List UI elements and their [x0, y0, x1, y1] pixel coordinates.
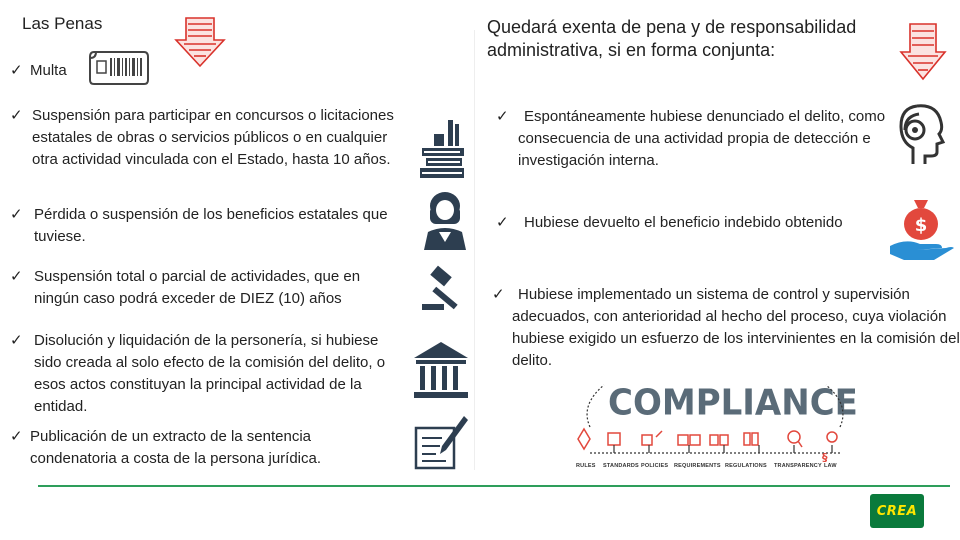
compliance-label: TRANSPARENCY — [774, 463, 822, 469]
gavel-icon — [418, 264, 468, 314]
list-item: Suspensión para participar en concursos o licitaciones estatales de obras o servicios públicos o en cualquier otra actividad vinculada con el Estado, hasta 10 años. — [32, 107, 394, 168]
footer-divider — [38, 485, 950, 487]
list-item: Suspensión total o parcial de actividades, que en ningún caso podrá exceder de DIEZ (10) años — [34, 268, 361, 307]
crea-logo: CREA — [870, 494, 924, 528]
compliance-label: REQUIREMENTS — [674, 463, 721, 469]
judge-icon — [420, 190, 470, 252]
compliance-label: LAW — [824, 463, 837, 469]
barcode-ticket-icon — [88, 46, 150, 88]
list-item: Pérdida o suspensión de los beneficios estatales que tuviese. — [34, 206, 388, 245]
compliance-label: POLICIES — [641, 463, 669, 469]
compliance-label: RULES — [576, 463, 596, 469]
document-pen-icon — [412, 414, 470, 470]
left-title: Las Penas — [22, 14, 103, 33]
compliance-graphic — [574, 375, 858, 475]
check-icon: ✓ — [10, 268, 23, 285]
column-separator — [474, 30, 475, 470]
headset-support-icon — [893, 100, 951, 166]
check-icon: ✓ — [496, 214, 509, 231]
check-icon: ✓ — [10, 332, 23, 349]
svg-text:$: $ — [914, 215, 928, 236]
list-item: Espontáneamente hubiese denunciado el delito, como consecuencia de una actividad propia de detección e investigación interna. — [518, 108, 886, 169]
right-title: Quedará exenta de pena y de responsabilidad administrativa, si en forma conjunta: — [487, 17, 857, 60]
check-icon: ✓ — [10, 428, 23, 445]
list-item: Hubiese devuelto el beneficio indebido obtenido — [524, 214, 843, 231]
check-icon: ✓ — [10, 62, 23, 79]
check-icon: ✓ — [492, 286, 505, 303]
check-icon: ✓ — [10, 107, 23, 124]
check-icon: ✓ — [496, 108, 509, 125]
compliance-label: REGULATIONS — [725, 463, 767, 469]
list-item: Multa — [30, 62, 67, 79]
money-bag-hand-icon — [886, 194, 956, 264]
svg-text:§: § — [822, 451, 828, 464]
list-item: Hubiese implementado un sistema de control y supervisión adecuados, con anterioridad al hecho del proceso, cuya violación hubiese exigido un esfuerzo de los intervinientes en la comisión del delito. — [512, 286, 960, 369]
bank-building-icon — [412, 340, 470, 400]
books-icon — [418, 118, 468, 180]
compliance-label: STANDARDS — [603, 463, 639, 469]
list-item: Disolución y liquidación de la personería, si hubiese sido creada al solo efecto de la comisión del delito, o esos actos constituyan la principal actividad de la entidad. — [34, 332, 386, 415]
down-arrow-icon — [898, 22, 948, 82]
list-item: Publicación de un extracto de la sentencia condenatoria a costa de la persona jurídica. — [30, 428, 322, 467]
compliance-word: COMPLIANCE — [608, 382, 858, 424]
down-arrow-icon — [172, 16, 228, 68]
check-icon: ✓ — [10, 206, 23, 223]
